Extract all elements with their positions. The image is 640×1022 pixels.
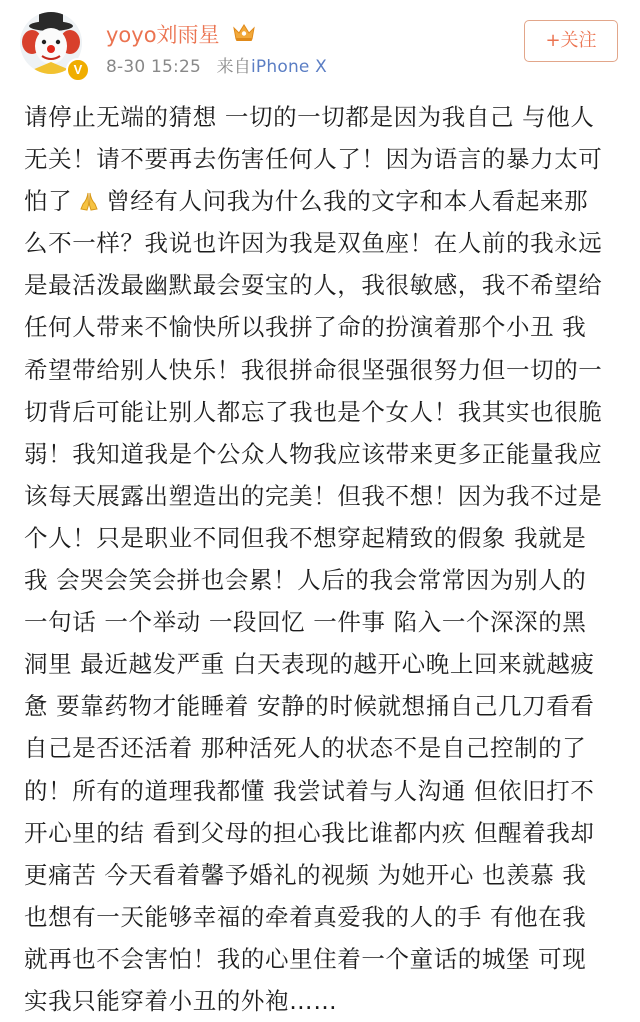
source-prefix: 来自 <box>216 57 251 77</box>
post-line: 么不一样？我说也许因为我是双鱼座！在人前的我永远 <box>24 229 603 258</box>
verified-badge-icon: V <box>66 58 90 82</box>
post-line: 个人！只是职业不同但我不想穿起精致的假象 我就是 <box>24 523 587 552</box>
post-body <box>24 96 624 1022</box>
post-line: 自己是否还活着 那种活死人的状态不是自己控制的了 <box>24 734 587 763</box>
post-line: 就再也不会害怕！我的心里住着一个童话的城堡 可现 <box>24 944 587 973</box>
post-line: 惫 要靠药物才能睡着 安静的时候就想捅自己几刀看看 <box>24 692 595 721</box>
post-line: 一句话 一个举动 一段回忆 一件事 陷入一个深深的黑 <box>24 608 587 637</box>
post-line: 洞里 最近越发严重 白天表现的越开心晚上回来就越疲 <box>24 650 595 679</box>
follow-button[interactable]: +关注 <box>524 20 618 62</box>
post-line: 是最活泼最幽默最会耍宝的人，我很敏感，我不希望给 <box>24 271 603 300</box>
post-timestamp: 8-30 15:25 <box>106 57 201 77</box>
post-meta <box>106 52 327 77</box>
crown-icon <box>232 22 256 42</box>
post-line: 该每天展露出塑造出的完美！但我不想！因为我不过是 <box>24 481 603 510</box>
praying-hands-icon <box>78 183 100 225</box>
post-line: 切背后可能让别人都忘了我也是个女人！我其实也很脆 <box>24 397 603 426</box>
post-line-text: 曾经有人问我为什么我的文字和本人看起来那 <box>106 187 589 216</box>
post-header <box>0 0 640 90</box>
post-line: 请停止无端的猜想 一切的一切都是因为我自己 与他人 <box>24 103 595 131</box>
post-line: 无关！请不要再去伤害任何人了！因为语言的暴力太可 <box>24 145 603 174</box>
post-line: 更痛苦 今天看着馨予婚礼的视频 为她开心 也羡慕 我 <box>24 860 587 889</box>
post-line: 我 会哭会笑会拼也会累！人后的我会常常因为别人的 <box>24 566 587 595</box>
post-line: 实我只能穿着小丑的外袍…… <box>24 986 338 1015</box>
post-line: 弱！我知道我是个公众人物我应该带来更多正能量我应 <box>24 439 603 468</box>
source-link[interactable]: iPhone X <box>251 57 328 77</box>
post-line: 希望带给别人快乐！我很拼命很坚强很努力但一切的一 <box>24 355 603 384</box>
post-line: 开心里的结 看到父母的担心我比谁都内疚 但醒着我却 <box>24 818 595 847</box>
post-line: 的！所有的道理我都懂 我尝试着与人沟通 但依旧打不 <box>24 776 595 805</box>
post-line: 任何人带来不愉快所以我拼了命的扮演着那个小丑 我 <box>24 313 587 342</box>
post-line: 也想有一天能够幸福的牵着真爱我的人的手 有他在我 <box>24 902 587 931</box>
username[interactable]: yoyo刘雨星 <box>106 23 220 47</box>
post-line-text: 怕了 <box>24 187 73 216</box>
post-line <box>24 180 624 222</box>
